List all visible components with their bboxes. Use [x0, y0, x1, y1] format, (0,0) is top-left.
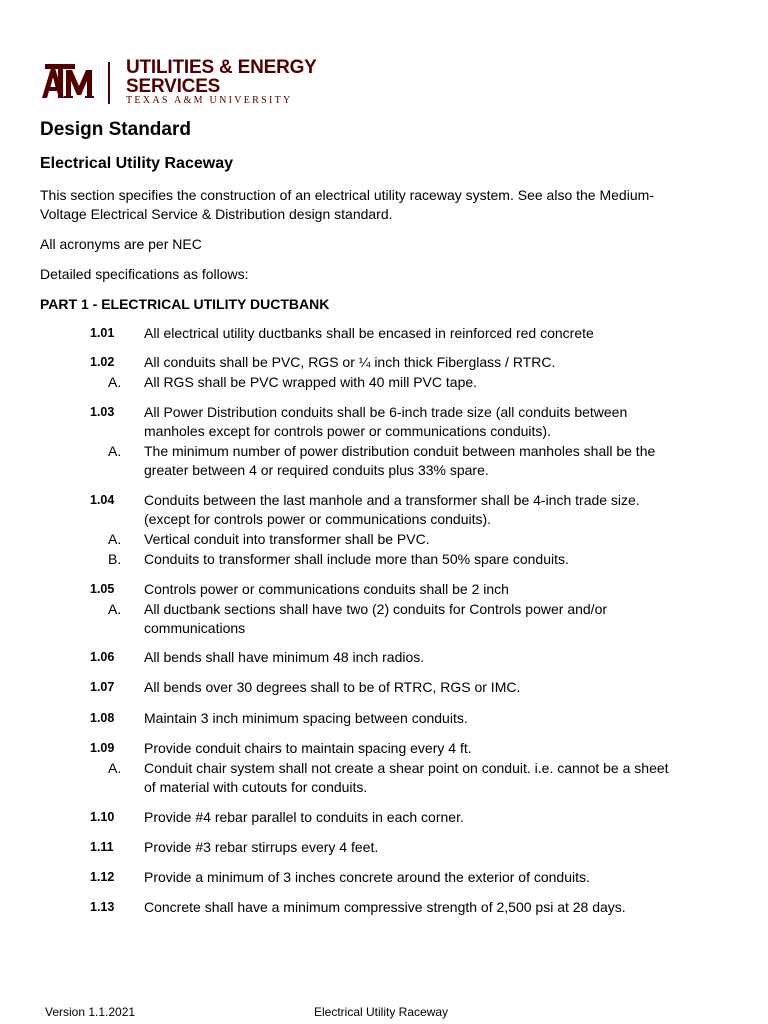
item-number: 1.03: [90, 405, 115, 419]
subitem-letter: A.: [108, 601, 122, 617]
item-text: Provide conduit chairs to maintain spacing every 4 ft.: [144, 740, 472, 756]
item-number: 1.12: [90, 870, 115, 884]
logo-title-line2: SERVICES: [126, 76, 221, 97]
item-number: 1.09: [90, 741, 115, 755]
item-text: Provide #3 rebar stirrups every 4 feet.: [144, 839, 379, 855]
item-number: 1.11: [90, 840, 114, 854]
page-title: Design Standard: [40, 119, 191, 140]
subitem-text: Vertical conduit into transformer shall be PVC.: [144, 531, 430, 547]
item-text: Provide a minimum of 3 inches concrete around the exterior of conduits.: [144, 869, 590, 885]
logo-title-line1: UTILITIES & ENERGY: [126, 57, 317, 78]
item-number: 1.07: [90, 680, 115, 694]
footer-doc-title: Electrical Utility Raceway: [314, 1005, 449, 1019]
item-number: 1.04: [90, 493, 115, 507]
item-text: All electrical utility ductbanks shall be encased in reinforced red concrete: [144, 325, 594, 341]
subitem-letter: B.: [108, 551, 122, 567]
item-text: All Power Distribution conduits shall be 6-inch trade size (all conduits between manholes except for controls power or communications conduits).: [144, 404, 628, 439]
item-number: 1.13: [90, 900, 115, 914]
item-number: 1.05: [90, 582, 115, 596]
subitem-text: Conduit chair system shall not create a shear point on conduit. i.e. cannot be a sheet of material with cutouts for conduits.: [144, 760, 669, 795]
item-text: All conduits shall be PVC, RGS or ¼ inch thick Fiberglass / RTRC.: [144, 354, 556, 370]
item-text: All bends shall have minimum 48 inch radios.: [144, 649, 425, 665]
item-number: 1.08: [90, 711, 115, 725]
subitem-text: The minimum number of power distribution conduit between manholes shall be the greater between 4 or required conduits plus 33% spare.: [144, 443, 656, 478]
item-text: Concrete shall have a minimum compressive strength of 2,500 psi at 28 days.: [144, 899, 626, 915]
subitem-text: All ductbank sections shall have two (2) conduits for Controls power and/or communications: [144, 601, 608, 636]
subitem-letter: A.: [108, 531, 122, 547]
subitem-text: All RGS shall be PVC wrapped with 40 mill PVC tape.: [144, 374, 478, 390]
acronyms-note: All acronyms are per NEC: [40, 236, 202, 252]
intro-paragraph: This section specifies the construction of an electrical utility raceway system. See also the Medium-Voltage Electrical Service & Distribution design standard.: [40, 187, 654, 222]
logo-title: [126, 58, 317, 96]
subitem-letter: A.: [108, 760, 122, 776]
item-number: 1.01: [90, 326, 115, 340]
item-text: Controls power or communications conduits shall be 2 inch: [144, 581, 509, 597]
section-title: Electrical Utility Raceway: [40, 155, 233, 172]
atm-logo-icon: [42, 62, 96, 100]
logo-subtitle: TEXAS A&M UNIVERSITY: [126, 95, 293, 106]
specs-intro: Detailed specifications as follows:: [40, 266, 249, 282]
item-text: Maintain 3 inch minimum spacing between conduits.: [144, 710, 468, 726]
subitem-letter: A.: [108, 443, 122, 459]
logo-divider: [108, 62, 110, 104]
part-heading: PART 1 - ELECTRICAL UTILITY DUCTBANK: [40, 296, 330, 312]
item-text: Provide #4 rebar parallel to conduits in each corner.: [144, 809, 464, 825]
subitem-letter: A.: [108, 374, 122, 390]
item-number: 1.02: [90, 355, 115, 369]
item-number: 1.06: [90, 650, 115, 664]
item-text: Conduits between the last manhole and a transformer shall be 4-inch trade size. (except for controls power or communications conduits).: [144, 492, 640, 527]
footer-version: Version 1.1.2021: [45, 1005, 136, 1019]
item-number: 1.10: [90, 810, 115, 824]
item-text: All bends over 30 degrees shall to be of RTRC, RGS or IMC.: [144, 679, 521, 695]
subitem-text: Conduits to transformer shall include more than 50% spare conduits.: [144, 551, 569, 567]
